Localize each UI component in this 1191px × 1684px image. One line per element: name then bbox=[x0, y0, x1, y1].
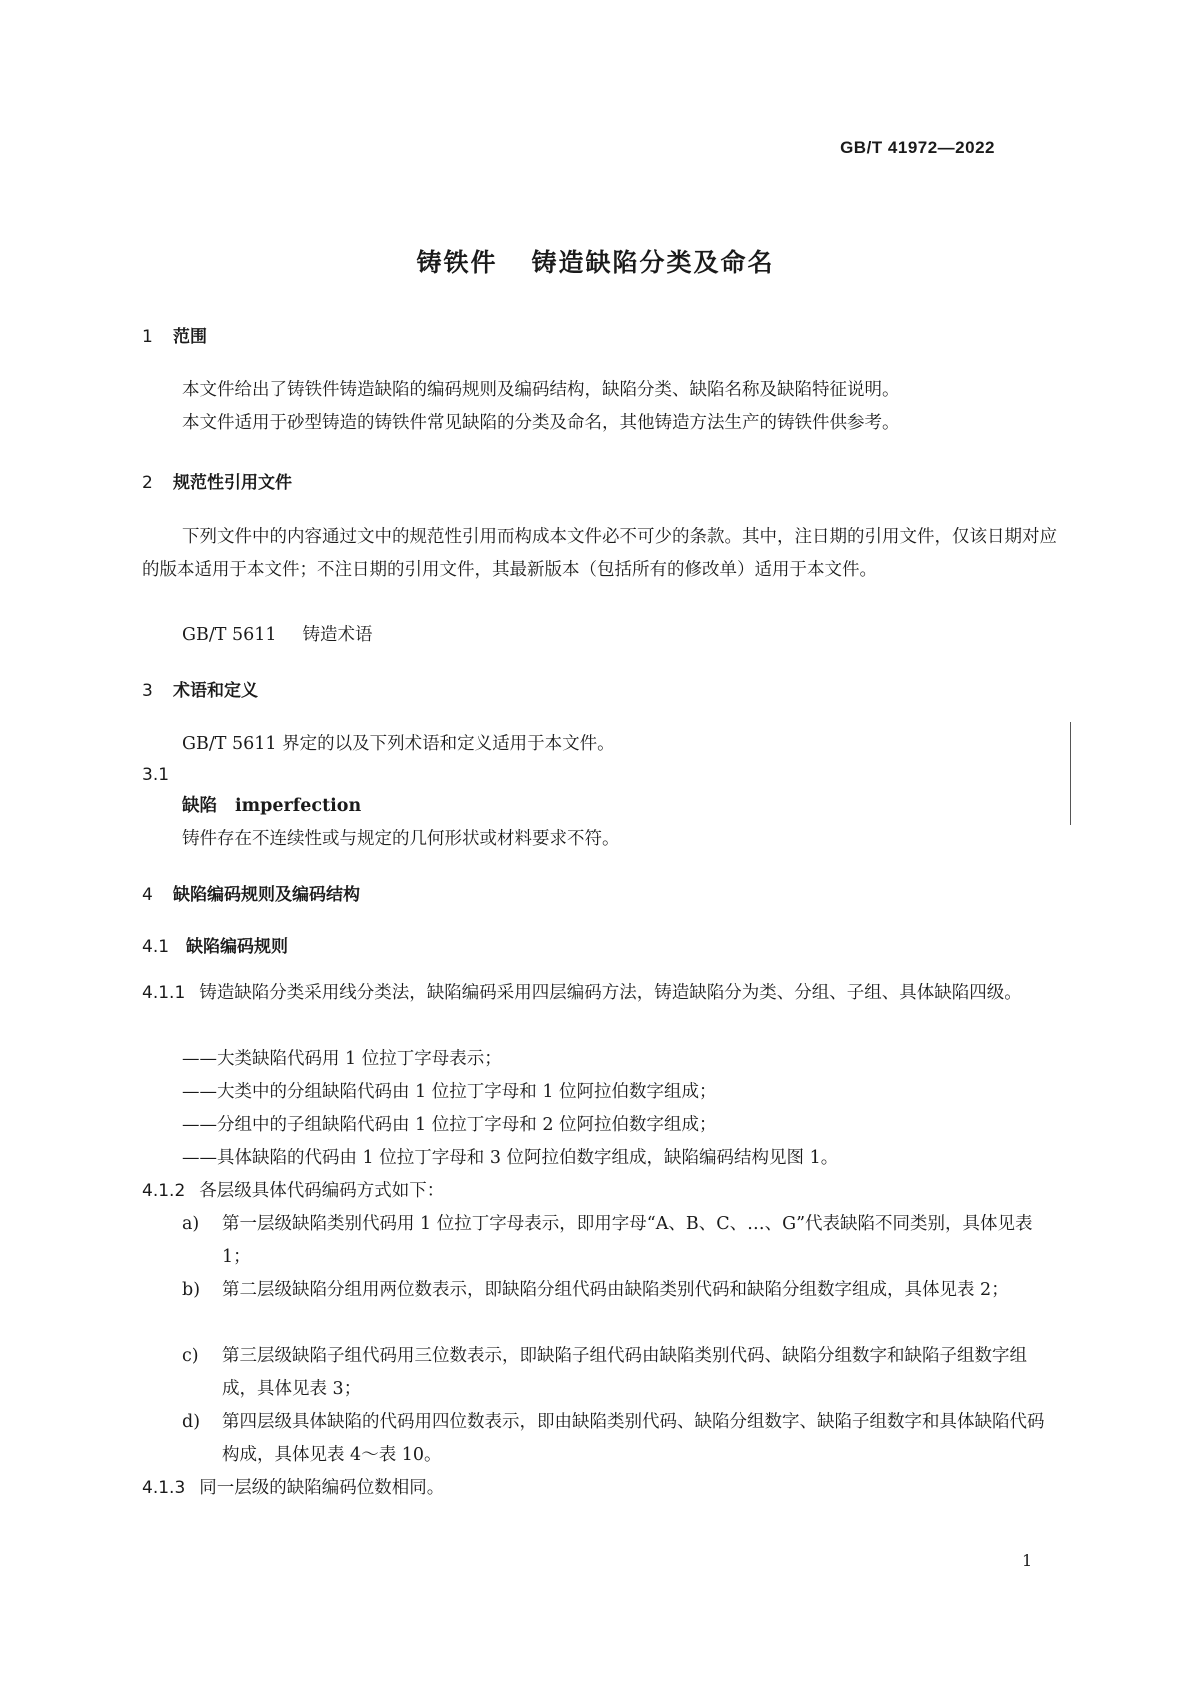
clause-text: 铸造缺陷分类采用线分类法，缺陷编码采用四层编码方法，铸造缺陷分为类、分组、子组、具体缺陷四级。 bbox=[199, 983, 1022, 1003]
list-item-d bbox=[182, 1406, 1060, 1472]
list-label: d) bbox=[182, 1412, 201, 1432]
term-entry bbox=[182, 790, 361, 823]
list-item-c bbox=[182, 1340, 1060, 1406]
list-text: 第四层级具体缺陷的代码用四位数表示，即由缺陷类别代码、缺陷分组数字、缺陷子组数字和具体缺陷代码构成，具体见表 4～表 10。 bbox=[222, 1412, 1045, 1465]
dash-item-4: ——具体缺陷的代码由 1 位拉丁字母和 3 位阿拉伯数字组成，缺陷编码结构见图 1。 bbox=[182, 1148, 839, 1168]
clause-number: 4.1.1 bbox=[142, 983, 186, 1003]
section-2-heading: 2 规范性引用文件 bbox=[142, 473, 292, 493]
dash-item-1: ——大类缺陷代码用 1 位拉丁字母表示； bbox=[182, 1049, 502, 1069]
clause-4-1-3 bbox=[142, 1472, 1060, 1505]
revision-bar bbox=[1070, 722, 1071, 825]
section-3-para-1: GB/T 5611 界定的以及下列术语和定义适用于本文件。 bbox=[182, 734, 615, 754]
section-2-para-1: 下列文件中的内容通过文中的规范性引用而构成本文件必不可少的条款。其中，注日期的引用文件，仅该日期对应的版本适用于本文件；不注日期的引用文件，其最新版本（包括所有的修改单）适用于本文件。 bbox=[142, 527, 1057, 580]
page-number: 1 bbox=[1022, 1551, 1033, 1570]
list-text: 第三层级缺陷子组代码用三位数表示，即缺陷子组代码由缺陷类别代码、缺陷分组数字和缺陷子组数字组成，具体见表 3； bbox=[222, 1346, 1027, 1399]
list-label: c) bbox=[182, 1346, 199, 1366]
clause-4-1-1 bbox=[142, 977, 1060, 1010]
list-item-b bbox=[182, 1274, 1060, 1307]
normative-reference bbox=[182, 619, 373, 652]
title-part1: 铸铁件 bbox=[416, 248, 498, 277]
section-3-heading: 3 术语和定义 bbox=[142, 681, 258, 701]
term-english: imperfection bbox=[235, 796, 362, 816]
clause-text: 同一层级的缺陷编码位数相同。 bbox=[199, 1478, 445, 1498]
clause-number: 4.1.3 bbox=[142, 1478, 186, 1498]
reference-code: GB/T 5611 bbox=[182, 625, 277, 645]
standard-code: GB/T 41972—2022 bbox=[840, 138, 995, 157]
section-4-heading: 4 缺陷编码规则及编码结构 bbox=[142, 885, 360, 905]
term-chinese: 缺陷 bbox=[182, 796, 217, 816]
clause-number: 4.1.2 bbox=[142, 1181, 186, 1201]
list-item-a bbox=[182, 1208, 1060, 1274]
term-definition: 铸件存在不连续性或与规定的几何形状或材料要求不符。 bbox=[182, 829, 620, 849]
list-text: 第二层级缺陷分组用两位数表示，即缺陷分组代码由缺陷类别代码和缺陷分组数字组成，具体见表 2； bbox=[222, 1280, 1009, 1300]
term-number: 3.1 bbox=[142, 765, 170, 785]
clause-4-1-2 bbox=[142, 1175, 1060, 1208]
list-label: a) bbox=[182, 1214, 200, 1234]
document-title bbox=[0, 243, 1191, 279]
subsection-4-1-heading: 4.1 缺陷编码规则 bbox=[142, 937, 288, 957]
list-label: b) bbox=[182, 1280, 201, 1300]
dash-item-2: ——大类中的分组缺陷代码由 1 位拉丁字母和 1 位阿拉伯数字组成； bbox=[182, 1082, 717, 1102]
clause-text: 各层级具体代码编码方式如下： bbox=[199, 1181, 445, 1201]
dash-item-3: ——分组中的子组缺陷代码由 1 位拉丁字母和 2 位阿拉伯数字组成； bbox=[182, 1115, 717, 1135]
section-1-para-1: 本文件给出了铸铁件铸造缺陷的编码规则及编码结构，缺陷分类、缺陷名称及缺陷特征说明。 bbox=[182, 380, 900, 400]
reference-title: 铸造术语 bbox=[302, 625, 373, 645]
section-1-heading: 1 范围 bbox=[142, 327, 207, 347]
list-text: 第一层级缺陷类别代码用 1 位拉丁字母表示，即用字母“A、B、C、…、G”代表缺陷不同类别，具体见表 1； bbox=[222, 1214, 1033, 1267]
title-part2: 铸造缺陷分类及命名 bbox=[531, 248, 775, 277]
section-1-para-2: 本文件适用于砂型铸造的铸铁件常见缺陷的分类及命名，其他铸造方法生产的铸铁件供参考。 bbox=[182, 413, 900, 433]
